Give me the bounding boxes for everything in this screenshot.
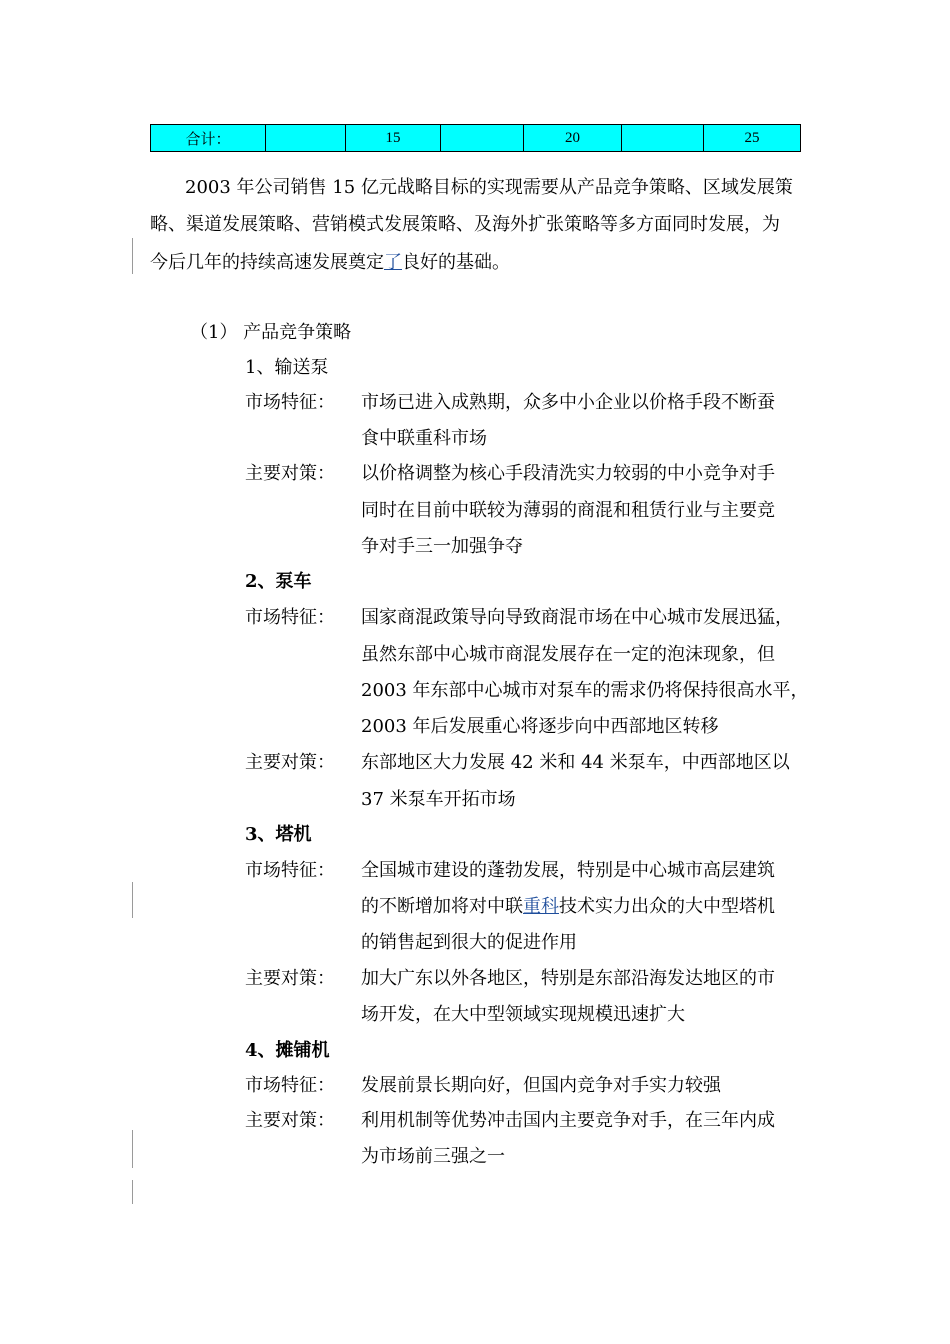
table-cell: 25	[704, 125, 801, 152]
feature-text: 2003 年东部中心城市对泵车的需求仍将保持很高水平，	[361, 680, 809, 701]
strategy-text: 场开发，在大中型领域实现规模迅速扩大	[361, 1004, 685, 1025]
product-title: 1、输送泵	[245, 357, 329, 378]
feature-label: 市场特征：	[245, 607, 335, 628]
strategy-text: 以价格调整为核心手段清洗实力较弱的中小竞争对手	[361, 463, 775, 484]
table-cell	[622, 125, 704, 152]
feature-label: 市场特征：	[245, 860, 335, 881]
strategy-text: 争对手三一加强争夺	[361, 536, 523, 557]
feature-text: 虽然东部中心城市商混发展存在一定的泡沫现象，但	[361, 644, 775, 665]
revision-link[interactable]: 了	[384, 252, 402, 273]
feature-text: 食中联重科市场	[361, 428, 487, 449]
product-title: 3、塔机	[245, 824, 312, 845]
feature-text: 的销售起到很大的促进作用	[361, 932, 577, 953]
feature-text: 全国城市建设的蓬勃发展，特别是中心城市高层建筑	[361, 860, 775, 881]
feature-text-part: 的不断增加将对中联	[361, 896, 523, 917]
feature-text: 2003 年后发展重心将逐步向中西部地区转移	[361, 716, 719, 737]
feature-text-part: 技术实力出众的大中型塔机	[559, 896, 775, 917]
feature-text: 发展前景长期向好，但国内竞争对手实力较强	[361, 1075, 721, 1096]
feature-text: 国家商混政策导向导致商混市场在中心城市发展迅猛，	[361, 607, 793, 628]
intro-line-2: 略、渠道发展策略、营销模式发展策略、及海外扩张策略等多方面同时发展，为	[150, 214, 780, 235]
feature-text: 市场已进入成熟期，众多中小企业以价格手段不断蚕	[361, 392, 775, 413]
product-title: 4、摊铺机	[245, 1040, 330, 1061]
table-cell	[441, 125, 524, 152]
table-cell: 15	[346, 125, 441, 152]
strategy-label: 主要对策：	[245, 752, 335, 773]
feature-text	[361, 895, 775, 919]
strategy-label: 主要对策：	[245, 463, 335, 484]
revision-bar	[132, 1180, 133, 1204]
intro-line-1: 2003 年公司销售 15 亿元战略目标的实现需要从产品竞争策略、区域发展策	[185, 177, 793, 198]
table-row	[151, 125, 801, 152]
table-cell: 20	[524, 125, 622, 152]
intro-text: 今后几年的持续高速发展奠定	[150, 252, 384, 273]
revision-bar	[132, 882, 133, 918]
revision-bar	[132, 1130, 133, 1168]
strategy-text: 37 米泵车开拓市场	[361, 789, 516, 810]
product-title: 2、泵车	[245, 571, 312, 592]
strategy-text: 加大广东以外各地区，特别是东部沿海发达地区的市	[361, 968, 775, 989]
revision-link[interactable]: 重科	[523, 896, 559, 917]
table-cell-label: 合计：	[151, 125, 266, 152]
section-title: （1） 产品竞争策略	[190, 322, 352, 343]
feature-label: 市场特征：	[245, 1075, 335, 1096]
strategy-label: 主要对策：	[245, 968, 335, 989]
intro-text: 良好的基础。	[402, 252, 510, 273]
strategy-text: 同时在目前中联较为薄弱的商混和租赁行业与主要竞	[361, 500, 775, 521]
feature-label: 市场特征：	[245, 392, 335, 413]
strategy-label: 主要对策：	[245, 1110, 335, 1131]
strategy-text: 利用机制等优势冲击国内主要竞争对手，在三年内成	[361, 1110, 775, 1131]
total-table	[150, 124, 801, 152]
table-cell	[266, 125, 346, 152]
strategy-text: 东部地区大力发展 42 米和 44 米泵车，中西部地区以	[361, 752, 790, 773]
intro-line-3	[150, 251, 510, 275]
strategy-text: 为市场前三强之一	[361, 1146, 505, 1167]
revision-bar	[132, 238, 133, 274]
